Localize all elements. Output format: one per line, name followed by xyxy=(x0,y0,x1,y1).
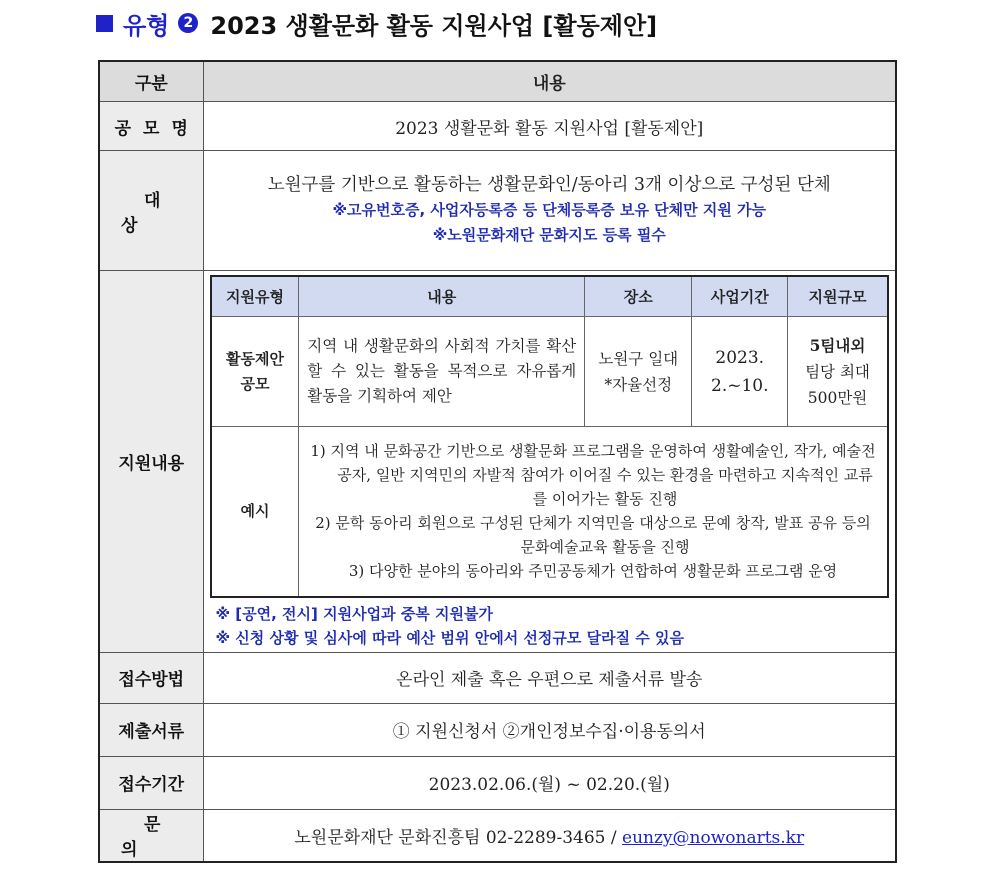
support-row xyxy=(211,317,888,427)
heading-title: 2023 생활문화 활동 지원사업 [활동제안] xyxy=(210,11,658,40)
table-header-row xyxy=(99,61,896,102)
row-support xyxy=(99,271,896,653)
target-note-2: ※노원문화재단 문화지도 등록 필수 xyxy=(432,226,666,244)
place-line-1: 노원구 일대 xyxy=(598,349,679,368)
row-target xyxy=(99,151,896,271)
period-line-2: 2.~10. xyxy=(711,375,769,396)
method-value: 온라인 제출 혹은 우편으로 제출서류 발송 xyxy=(203,652,896,703)
section-heading xyxy=(96,6,657,40)
header-value: 내용 xyxy=(203,61,896,102)
inquiry-email-link[interactable]: eunzy@nowonarts.kr xyxy=(622,827,805,848)
example-item-1: 1) 지역 내 문화공간 기반으로 생활문화 프로그램을 운영하여 생활예술인, 작가, 예술전공자, 일반 지역민의 자발적 참여가 이어질 수 있는 환경을 마련하고 지속적인 교류를 이어가는 활동 진행 xyxy=(310,442,876,509)
header-label: 구분 xyxy=(99,61,203,102)
target-note-1: ※고유번호증, 사업자등록증 등 단체등록증 보유 단체만 지원 가능 xyxy=(332,201,767,219)
target-label: 대상 xyxy=(121,190,205,236)
type-label: 유형 xyxy=(123,11,170,40)
example-item-3: 3) 다양한 분야의 동아리와 주민공동체가 연합하여 생활문화 프로그램 운영 xyxy=(348,562,838,581)
method-label: 접수방법 xyxy=(99,652,203,703)
period-line-1: 2023. xyxy=(715,347,765,368)
scale-line-2: 팀당 최대 xyxy=(805,362,870,381)
support-note-1: ※ [공연, 전시] 지원사업과 중복 지원불가 xyxy=(215,604,493,623)
row-documents xyxy=(99,703,896,756)
col-type: 지원유형 xyxy=(211,276,299,317)
col-content: 내용 xyxy=(299,276,585,317)
program-table xyxy=(98,60,897,863)
support-notes xyxy=(204,598,896,652)
scale-line-3: 500만원 xyxy=(807,388,868,407)
period-value: 2023.02.06.(월) ~ 02.20.(월) xyxy=(203,756,896,809)
example-label: 예시 xyxy=(211,427,299,597)
row-period xyxy=(99,756,896,809)
col-place: 장소 xyxy=(585,276,692,317)
program-name-label: 공모명 xyxy=(114,118,200,139)
target-main: 노원구를 기반으로 활동하는 생활문화인/동아리 3개 이상으로 구성된 단체 xyxy=(267,175,831,195)
row-program-name xyxy=(99,102,896,151)
period-label: 접수기간 xyxy=(99,756,203,809)
scale-line-1: 5팀내외 xyxy=(809,335,866,355)
square-bullet-icon xyxy=(96,15,113,32)
example-item-2: 2) 문학 동아리 회원으로 구성된 단체가 지역민을 대상으로 문예 창작, 발표 공유 등의 문화예술교육 활동을 진행 xyxy=(315,514,871,557)
inquiry-label: 문의 xyxy=(121,815,205,861)
col-scale: 지원규모 xyxy=(788,276,888,317)
support-columns xyxy=(211,276,888,317)
program-name-value: 2023 생활문화 활동 지원사업 [활동제안] xyxy=(203,102,896,151)
type-line-2: 공모 xyxy=(240,374,270,393)
place-line-2: *자율선정 xyxy=(604,375,673,394)
inquiry-value: 노원문화재단 문화진흥팀 02-2289-3465 / xyxy=(294,827,617,848)
row-inquiry xyxy=(99,809,896,862)
example-row xyxy=(211,427,888,597)
support-label: 지원내용 xyxy=(99,271,203,653)
documents-value: ① 지원신청서 ②개인정보수집·이용동의서 xyxy=(203,703,896,756)
support-note-2: ※ 신청 상황 및 심사에 따라 예산 범위 안에서 선정규모 달라질 수 있음 xyxy=(215,628,684,647)
support-content: 지역 내 생활문화의 사회적 가치를 확산할 수 있는 활동을 목적으로 자유롭게 활동을 기획하여 제안 xyxy=(299,317,585,427)
type-line-1: 활동제안 xyxy=(226,349,284,368)
row-method xyxy=(99,652,896,703)
circled-number-badge: 2 xyxy=(178,13,198,33)
col-period: 사업기간 xyxy=(692,276,788,317)
documents-label: 제출서류 xyxy=(99,703,203,756)
support-detail-table xyxy=(210,275,889,598)
